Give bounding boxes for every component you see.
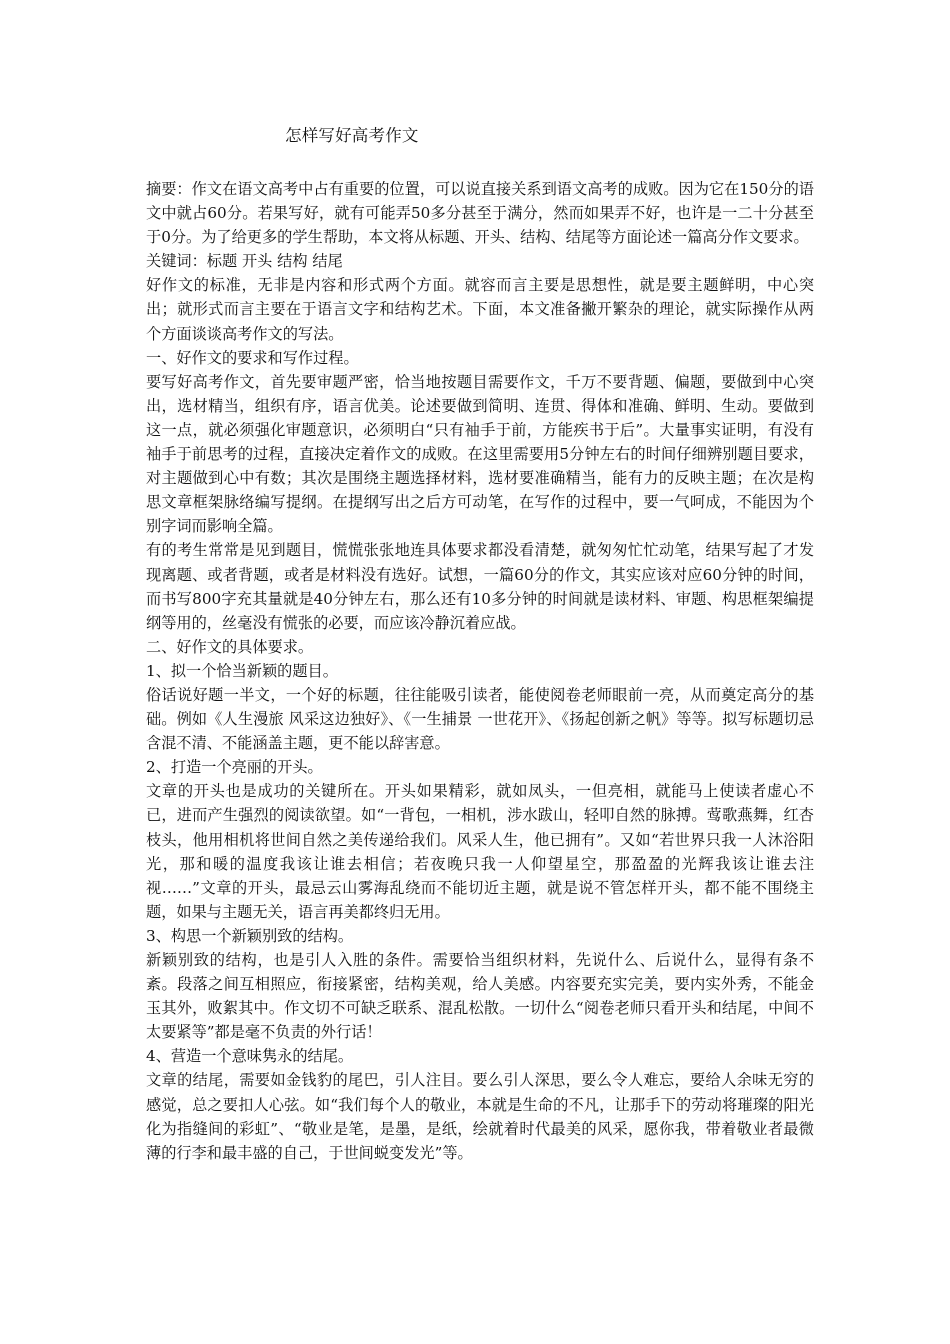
document-title: 怎样写好高考作文	[285, 126, 419, 145]
body-paragraph: 文章的结尾，需要如金钱豹的尾巴，引人注目。要么引人深思，要么令人难忘，要给人余味无穷的感觉，总之要扣人心弦。如“我们每个人的敬业，本就是生命的不凡，让那手下的劳动将璀璨的阳光化为指缝间的彩虹”、“敬业是笔，是墨，是纸，绘就着时代最美的风采，愿你我，带着敬业者最微薄的行李和最丰盛的自己，于世间蜕变发光”等。	[146, 1071, 814, 1162]
section-heading: 二、好作文的具体要求。	[146, 637, 314, 656]
subsection-heading: 1、拟一个恰当新颖的题目。	[146, 661, 338, 680]
body-paragraph: 要写好高考作文，首先要审题严密，恰当地按题目需要作文，千万不要背题、偏题，要做到中心突出，选材精当，组织有序，语言优美。论述要做到简明、连贯、得体和准确、鲜明、生动。要做到这一点，就必须强化审题意识，必须明白“只有袖手于前，方能疾书于后”。大量事实证明，有没有袖手于前思考的过程，直接决定着作文的成败。在这里需要用5分钟左右的时间仔细辨别题目要求，对主题做到心中有数；其次是围绕主题选择材料，选材要准确精当，能有力的反映主题；在次是构思文章框架脉络编写提纲。在提纲写出之后方可动笔，在写作的过程中，要一气呵成，不能因为个别字词而影响全篇。	[146, 372, 814, 536]
section-heading: 一、好作文的要求和写作过程。	[146, 348, 359, 367]
subsection-heading: 3、构思一个新颖别致的结构。	[146, 926, 354, 945]
subsection-heading: 2、打造一个亮丽的开头。	[146, 758, 323, 777]
body-paragraph: 好作文的标准，无非是内容和形式两个方面。就容而言主要是思想性，就是要主题鲜明，中心突出；就形式而言主要在于语言文字和结构艺术。下面，本文准备撇开繁杂的理论，就实际操作从两个方面谈谈高考作文的写法。	[146, 276, 814, 343]
keywords-line: 关键词：标题 开头 结构 结尾	[146, 252, 343, 271]
abstract-paragraph: 摘要：作文在语文高考中占有重要的位置，可以说直接关系到语文高考的成败。因为它在150分的语文中就占60分。若果写好，就有可能弄50多分甚至于满分，然而如果弄不好，也许是一二十分甚至于0分。为了给更多的学生帮助，本文将从标题、开头、结构、结尾等方面论述一篇高分作文要求。	[146, 180, 814, 247]
body-paragraph: 文章的开头也是成功的关键所在。开头如果精彩，就如凤头，一但亮相，就能马上使读者虚心不已，进而产生强烈的阅读欲望。如“一背包，一相机，涉水跋山，轻叩自然的脉搏。莺歌燕舞，红杏枝头，他用相机将世间自然之美传递给我们。风采人生，他已拥有”。又如“若世界只我一人沐浴阳光，那和暖的温度我该让谁去相信；若夜晚只我一人仰望星空，那盈盈的光辉我该让谁去注视……”文章的开头，最忌云山雾海乱绕而不能切近主题，就是说不管怎样开头，都不能不围绕主题，如果与主题无关，语言再美都终归无用。	[146, 782, 814, 921]
body-paragraph: 俗话说好题一半文，一个好的标题，往往能吸引读者，能使阅卷老师眼前一亮，从而奠定高分的基础。例如《人生漫旅 风采这边独好》、《一生捕景 一世花开》、《扬起创新之帆》等等。拟写标题切忌含混不清、不能涵盖主题，更不能以辞害意。	[146, 685, 814, 753]
body-paragraph: 有的考生常常是见到题目，慌慌张张地连具体要求都没看清楚，就匆匆忙忙动笔，结果写起了才发现离题、或者背题，或者是材料没有选好。试想，一篇60分的作文，其实应该对应60分钟的时间，而书写800字充其量就是40分钟左右，那么还有10多分钟的时间就是读材料、审题、构思框架编提纲等用的，丝毫没有慌张的必要，而应该冷静沉着应战。	[146, 541, 814, 632]
body-paragraph: 新颖别致的结构，也是引人入胜的条件。需要恰当组织材料，先说什么、后说什么，显得有条不紊。段落之间互相照应，衔接紧密，结构美观，给人美感。内容要充实完美，要内实外秀，不能金玉其外，败絮其中。作文切不可缺乏联系、混乱松散。一切什么“阅卷老师只看开头和结尾，中间不太要紧等”都是毫不负责的外行话！	[146, 951, 814, 1042]
document-body	[146, 177, 814, 1165]
subsection-heading: 4、营造一个意味隽永的结尾。	[146, 1047, 354, 1066]
